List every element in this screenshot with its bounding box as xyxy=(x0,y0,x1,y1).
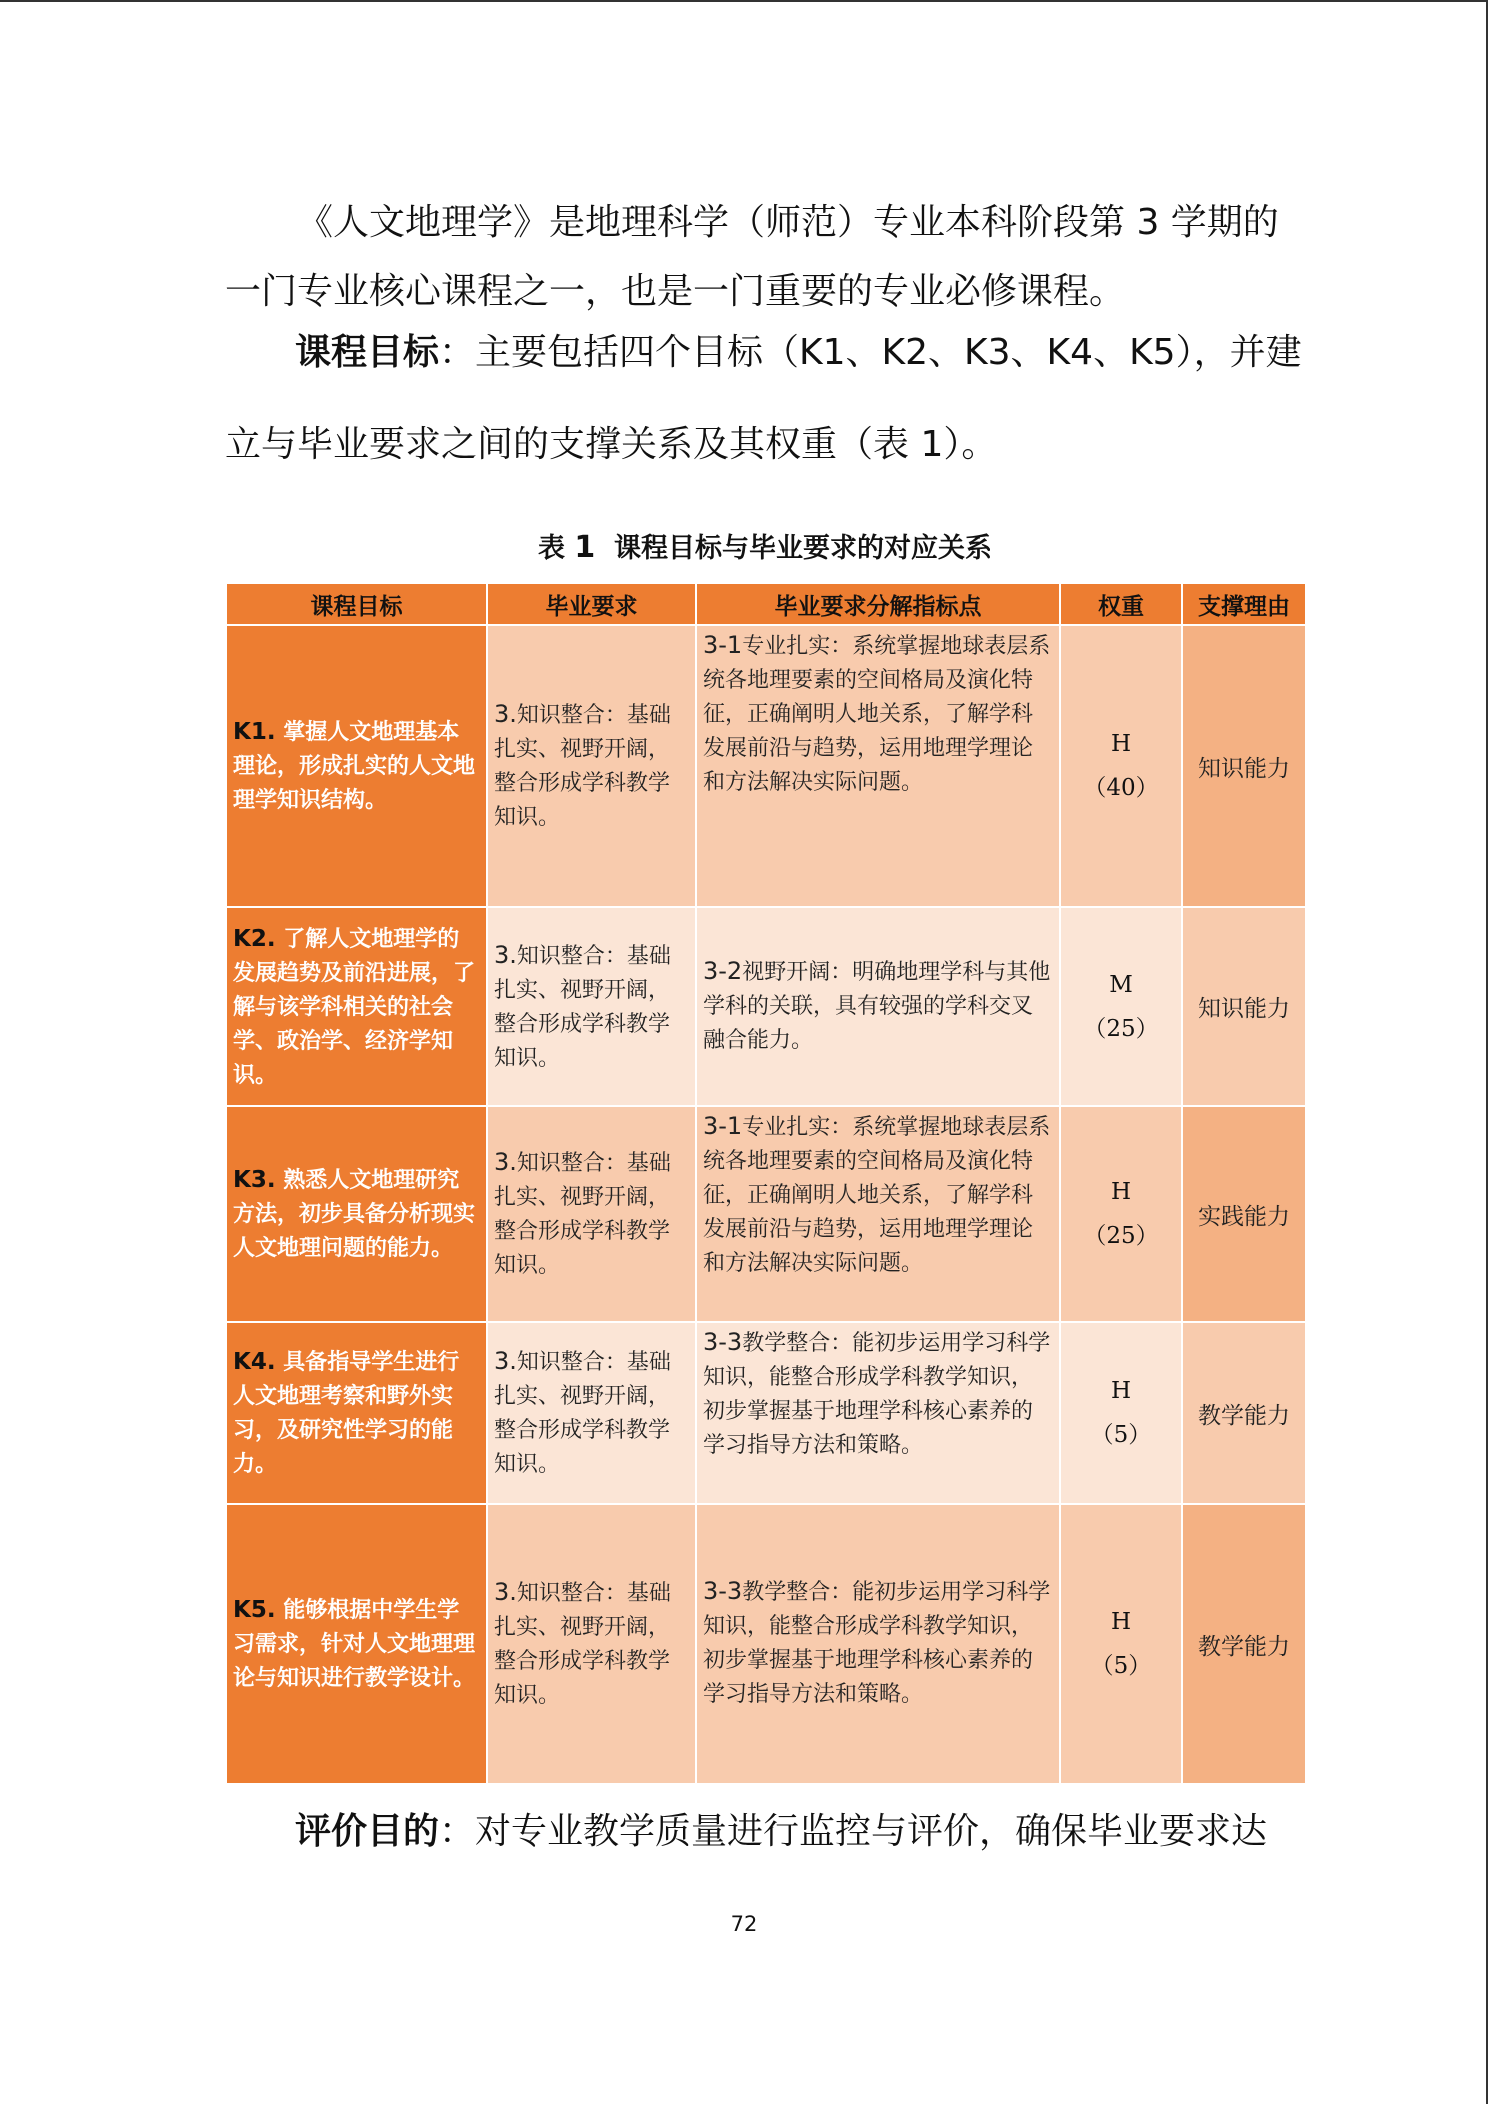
requirement-cell xyxy=(487,907,696,1106)
weight-cell xyxy=(1060,907,1182,1106)
goal-id: K5. xyxy=(233,1597,276,1623)
reason-cell: 教学能力 xyxy=(1182,1504,1306,1784)
indicator-number: 3-1 xyxy=(703,1112,743,1140)
intro-line-2: 一门专业核心课程之一，也是一门重要的专业必修课程。 xyxy=(225,271,1126,312)
weight-level: M xyxy=(1109,971,1133,998)
table-row xyxy=(226,907,1306,1106)
objectives-line-2: 立与毕业要求之间的支撑关系及其权重（表 1）。 xyxy=(225,424,998,465)
goal-cell xyxy=(226,625,487,907)
goal-text: 能够根据中学生学习需求，针对人文地理理论与知识进行教学设计。 xyxy=(233,1597,476,1691)
indicator-text: 教学整合：能初步运用学习科学知识，能整合形成学科教学知识，初步掌握基于地理学科核心素养的学习指导方法和策略。 xyxy=(703,1580,1051,1707)
weight-cell xyxy=(1060,625,1182,907)
requirement-number: 3. xyxy=(494,700,517,728)
goal-text: 具备指导学生进行人文地理考察和野外实习，及研究性学习的能力。 xyxy=(233,1349,460,1477)
page-number: 72 xyxy=(730,1912,758,1936)
indicator-number: 3-2 xyxy=(703,956,743,985)
reason-cell: 实践能力 xyxy=(1182,1106,1306,1322)
indicator-cell xyxy=(696,1504,1060,1784)
weight-level: H xyxy=(1110,731,1132,757)
indicator-text: 教学整合：能初步运用学习科学知识，能整合形成学科教学知识，初步掌握基于地理学科核心素养的学习指导方法和策略。 xyxy=(703,1331,1051,1458)
page-border-top xyxy=(0,0,1488,2)
requirement-text: 知识整合：基础扎实、视野开阔，整合形成学科教学知识。 xyxy=(494,943,671,1071)
objectives-label: 课程目标 xyxy=(295,332,440,373)
table-row xyxy=(226,1504,1306,1784)
requirement-text: 知识整合：基础扎实、视野开阔，整合形成学科教学知识。 xyxy=(494,1350,671,1477)
evaluation-line xyxy=(295,1810,1335,1854)
indicator-text: 专业扎实：系统掌握地球表层系统各地理要素的空间格局及演化特征，正确阐明人地关系，了解学科发展前沿与趋势，运用地理学理论和方法解决实际问题。 xyxy=(703,634,1051,795)
intro-line-1: 《人文地理学》是地理科学（师范）专业本科阶段第 3 学期的 xyxy=(297,202,1279,243)
table-header-row xyxy=(226,583,1306,625)
goal-cell xyxy=(226,1322,487,1504)
caption-number: 1 xyxy=(574,530,596,565)
indicator-number: 3-3 xyxy=(703,1328,743,1356)
goal-text: 了解人文地理学的发展趋势及前沿进展，了解与该学科相关的社会学、政治学、经济学知识。 xyxy=(233,925,476,1088)
weight-value: （25） xyxy=(1083,1015,1159,1042)
header-requirement: 毕业要求 xyxy=(487,583,696,625)
evaluation-text: ：对专业教学质量进行监控与评价，确保毕业要求达 xyxy=(439,1811,1268,1852)
indicator-text: 专业扎实：系统掌握地球表层系统各地理要素的空间格局及演化特征，正确阐明人地关系，了解学科发展前沿与趋势，运用地理学理论和方法解决实际问题。 xyxy=(703,1115,1051,1276)
requirement-number: 3. xyxy=(494,1148,517,1176)
goal-id: K4. xyxy=(233,1349,276,1375)
objectives-line-1 xyxy=(295,331,1335,375)
requirement-number: 3. xyxy=(494,1578,517,1606)
weight-cell xyxy=(1060,1504,1182,1784)
reason-cell: 教学能力 xyxy=(1182,1322,1306,1504)
goal-text: 熟悉人文地理研究方法，初步具备分析现实人文地理问题的能力。 xyxy=(233,1167,476,1261)
goal-id: K3. xyxy=(233,1167,276,1193)
reason-cell: 知识能力 xyxy=(1182,907,1306,1106)
caption-title: 课程目标与毕业要求的对应关系 xyxy=(614,533,993,564)
goal-id: K2. xyxy=(233,925,276,952)
goal-text: 掌握人文地理基本理论，形成扎实的人文地理学知识结构。 xyxy=(233,719,476,813)
header-goal: 课程目标 xyxy=(226,583,487,625)
header-indicator: 毕业要求分解指标点 xyxy=(696,583,1060,625)
requirement-text: 知识整合：基础扎实、视野开阔，整合形成学科教学知识。 xyxy=(494,1581,671,1708)
header-weight: 权重 xyxy=(1060,583,1182,625)
weight-value: （25） xyxy=(1083,1223,1159,1249)
table-row xyxy=(226,1322,1306,1504)
weight-value: （5） xyxy=(1090,1653,1152,1679)
requirement-cell xyxy=(487,1322,696,1504)
goal-cell xyxy=(226,1106,487,1322)
requirement-number: 3. xyxy=(494,940,517,969)
requirement-cell xyxy=(487,1106,696,1322)
weight-level: H xyxy=(1110,1179,1132,1205)
requirement-cell xyxy=(487,1504,696,1784)
evaluation-label: 评价目的 xyxy=(295,1811,440,1852)
indicator-number: 3-1 xyxy=(703,631,743,659)
requirement-cell xyxy=(487,625,696,907)
objectives-text: ：主要包括四个目标（K1、K2、K3、K4、K5），并建 xyxy=(439,332,1302,373)
caption-prefix: 表 xyxy=(537,533,565,564)
weight-level: H xyxy=(1110,1609,1132,1635)
weight-level: H xyxy=(1110,1378,1132,1404)
goal-cell xyxy=(226,907,487,1106)
table-row xyxy=(226,1106,1306,1322)
objectives-table xyxy=(225,582,1307,1785)
requirement-number: 3. xyxy=(494,1347,517,1375)
indicator-text: 视野开阔：明确地理学科与其他学科的关联，具有较强的学科交叉融合能力。 xyxy=(703,959,1051,1053)
weight-value: （5） xyxy=(1090,1422,1152,1448)
requirement-text: 知识整合：基础扎实、视野开阔，整合形成学科教学知识。 xyxy=(494,1151,671,1278)
header-reason: 支撑理由 xyxy=(1182,583,1306,625)
indicator-cell xyxy=(696,907,1060,1106)
requirement-text: 知识整合：基础扎实、视野开阔，整合形成学科教学知识。 xyxy=(494,703,671,830)
weight-cell xyxy=(1060,1322,1182,1504)
indicator-cell xyxy=(696,625,1060,907)
table-row xyxy=(226,625,1306,907)
indicator-cell xyxy=(696,1106,1060,1322)
weight-value: （40） xyxy=(1083,775,1159,801)
reason-cell: 知识能力 xyxy=(1182,625,1306,907)
weight-cell xyxy=(1060,1106,1182,1322)
indicator-cell xyxy=(696,1322,1060,1504)
table-caption xyxy=(225,526,1305,565)
goal-id: K1. xyxy=(233,719,276,745)
goal-cell xyxy=(226,1504,487,1784)
indicator-number: 3-3 xyxy=(703,1577,743,1605)
